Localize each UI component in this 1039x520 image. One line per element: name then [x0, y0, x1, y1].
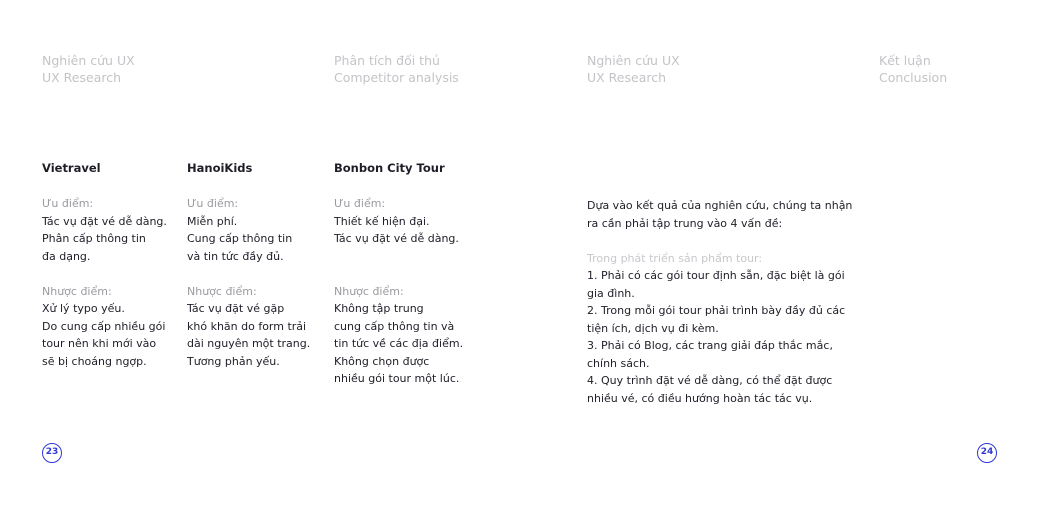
competitor-bonbon-city-tour — [334, 160, 463, 388]
cons-label: Nhược điểm: — [42, 284, 112, 298]
cons-line: Do cung cấp nhiều gói — [42, 319, 166, 333]
cons-line: tour nên khi mới vào — [42, 337, 157, 350]
pros-line — [334, 248, 463, 266]
cons-line: Không chọn được — [334, 354, 430, 368]
conclusion-item-line: nhiều vé, có điều hướng hoàn tác tác vụ. — [587, 391, 813, 405]
competitor-vietravel — [42, 160, 167, 370]
cons-line: tin tức về các địa điểm. — [334, 337, 464, 350]
header-vi: Nghiên cứu UX — [42, 53, 135, 68]
pros-line: Tác vụ đặt vé dễ dàng. — [334, 232, 459, 245]
conclusion-label: Trong phát triển sản phẩm tour: — [587, 251, 763, 265]
competitor-name: HanoiKids — [187, 161, 253, 175]
conclusion-item-line: gia đình. — [587, 286, 635, 300]
page-number-badge: 23 — [42, 443, 62, 463]
pros-label: Ưu điểm: — [187, 197, 239, 210]
conclusion-block — [587, 197, 852, 407]
conclusion-item-line: chính sách. — [587, 356, 650, 370]
header-vi: Kết luận — [879, 53, 931, 68]
cons-line: khó khăn do form trải — [187, 319, 307, 333]
pros-line: Thiết kế hiện đại. — [334, 214, 430, 228]
conclusion-item-line: 3. Phải có Blog, các trang giải đáp thắc mắc, — [587, 339, 833, 352]
competitor-hanoikids — [187, 160, 310, 370]
page-number-badge: 24 — [977, 443, 997, 463]
cons-line: sẽ bị choáng ngợp. — [42, 354, 147, 368]
cons-label: Nhược điểm: — [334, 284, 404, 298]
pros-line: Cung cấp thông tin — [187, 232, 293, 245]
pros-line: và tin tức đầy đủ. — [187, 249, 284, 263]
pros-line: Phân cấp thông tin — [42, 232, 146, 245]
header-en: UX Research — [42, 70, 122, 85]
header-en: UX Research — [587, 70, 667, 85]
section-header-ux-research-2 — [587, 52, 680, 86]
cons-line: nhiều gói tour một lúc. — [334, 372, 460, 385]
conclusion-item-line: 2. Trong mỗi gói tour phải trình bày đầy đủ các — [587, 304, 846, 317]
competitor-name: Vietravel — [42, 161, 101, 175]
conclusion-intro-line: Dựa vào kết quả của nghiên cứu, chúng ta nhận — [587, 199, 853, 212]
section-header-conclusion — [879, 52, 947, 86]
cons-line: Xử lý typo yếu. — [42, 302, 125, 315]
cons-line: Tương phản yếu. — [187, 354, 280, 368]
section-header-ux-research — [42, 52, 135, 86]
conclusion-intro-line: ra cần phải tập trung vào 4 vấn đề: — [587, 216, 783, 230]
section-header-competitor-analysis — [334, 52, 459, 86]
conclusion-item-line: 1. Phải có các gói tour định sẵn, đặc biệt là gói — [587, 269, 845, 282]
header-en: Competitor analysis — [334, 70, 459, 85]
pros-label: Ưu điểm: — [334, 197, 386, 210]
header-en: Conclusion — [879, 70, 948, 85]
pros-line: đa dạng. — [42, 249, 91, 263]
competitor-name: Bonbon City Tour — [334, 161, 445, 175]
pros-label: Ưu điểm: — [42, 197, 94, 210]
cons-line: Không tập trung — [334, 302, 424, 315]
header-vi: Phân tích đối thủ — [334, 53, 440, 68]
cons-line: Tác vụ đặt vé gặp — [187, 302, 285, 315]
pros-line: Tác vụ đặt vé dễ dàng. — [42, 214, 167, 228]
cons-line: cung cấp thông tin và — [334, 319, 455, 333]
cons-label: Nhược điểm: — [187, 284, 257, 298]
pros-line: Miễn phí. — [187, 214, 238, 228]
conclusion-item-line: tiện ích, dịch vụ đi kèm. — [587, 321, 719, 335]
cons-line: dài nguyên một trang. — [187, 337, 311, 350]
conclusion-item-line: 4. Quy trình đặt vé dễ dàng, có thể đặt được — [587, 374, 833, 387]
header-vi: Nghiên cứu UX — [587, 53, 680, 68]
